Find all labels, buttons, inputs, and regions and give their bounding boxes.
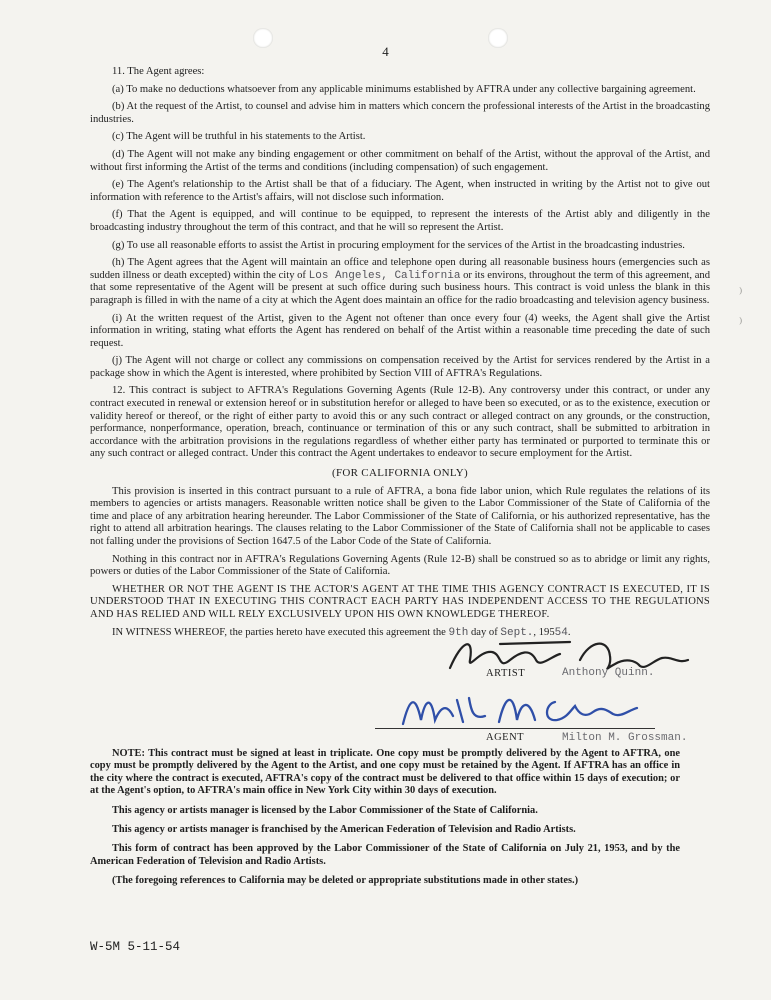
clause-j: (j) The Agent will not charge or collect any commissions on compensation received by the Artist for services rendered by the Artist in a package show in which the Agent is interested, where prohibited by Section VIII of AFTRA's Regulations. xyxy=(90,355,710,379)
contract-body xyxy=(90,66,710,644)
witness-year-prefix: , 195 xyxy=(533,626,555,638)
clause-i: (i) At the written request of the Artist, given to the Agent not oftener than once every four (4) weeks, the Agent shall give the Artist information in writing, stating what efforts the Agent has rendered on behalf of the Artist within a reasonable time preceding the date of such request. xyxy=(90,312,710,349)
page-number: 4 xyxy=(382,44,389,59)
witness-day-of: day of xyxy=(470,626,498,638)
clause-g: (g) To use all reasonable efforts to assist the Artist in procuring employment for the services of the Artist in the broadcasting industries. xyxy=(112,239,685,251)
section-12: 12. This contract is subject to AFTRA's Regulations Governing Agents (Rule 12-B). Any controversy under this contract, or under any contract executed in renewal or extension hereof or in substitution herefor or alleged to have been so executed, or as to the existence, execution or validity hereof or thereof, or the right of either party to avoid this or any such contract or alleged contract on any grounds, or the construction, performance, nonperformance, operation, breach, continuance or termination of this or any such contract, shall be submitted to arbitration in accordance with the arbitration provisions in the regulations regardless of whether either party has terminated or purported to terminate this or any such contract or alleged contract. Under this contract the Agent undertakes to endeavor to secure employment for the Artist. xyxy=(90,385,710,460)
artist-typed-name: Anthony Quinn. xyxy=(562,667,655,679)
note-paragraph: NOTE: This contract must be signed at least in triplicate. One copy must be promptly delivered by the Agent to AFTRA, one copy must be promptly delivered by the Agent to the Artist, and one copy must be retained by the Agent. If AFTRA has an office in the city where the contract is executed, AFTRA's copy of the contract must be delivered to that office within 15 days of execution; or at the Agent's option, to AFTRA's main office in New York City within 30 days of execution. xyxy=(90,748,680,797)
clause-h xyxy=(90,257,710,307)
witness-year-end: . xyxy=(567,626,571,638)
clause-h-text-after: or its environs, throughout the term of this agreement, and that some representative of the Agent will be present at such office during such business hours. This contract is void unless the blank in this paragraph is filled in with the name of a city at which the Agent does maintain an office for the radio broadcasting and television agency business. xyxy=(90,269,710,306)
witness-month: Sept. xyxy=(500,626,534,639)
notes-section xyxy=(90,748,680,895)
foregoing-statement: (The foregoing references to California may be deleted or appropriate substitutions made in other states.) xyxy=(112,875,579,887)
witness-day: 9th xyxy=(448,626,469,639)
clause-e: (e) The Agent's relationship to the Artist shall be that of a fiduciary. The Agent, when instructed in writing by the Artist not to give out information with reference to the Artist's affairs, will not disclose such information. xyxy=(90,179,710,203)
clause-h-city: Los Angeles, California xyxy=(308,269,461,282)
agent-typed-name: Milton M. Grossman. xyxy=(562,732,688,744)
licensed-statement: This agency or artists manager is licensed by the Labor Commissioner of the State of California. xyxy=(112,804,538,816)
clause-c: (c) The Agent will be truthful in his statements to the Artist. xyxy=(112,131,366,143)
approved-statement: This form of contract has been approved by the Labor Commissioner of the State of California on July 21, 1953, and by the American Federation of Television and Radio Artists. xyxy=(90,843,680,867)
california-heading: (FOR CALIFORNIA ONLY) xyxy=(332,467,468,480)
california-paragraph-2: Nothing in this contract nor in AFTRA's Regulations Governing Agents (Rule 12-B) shall be construed so as to abridge or limit any rights, powers or duties of the Labor Commissioner of the State of California. xyxy=(90,553,710,578)
clause-f: (f) That the Agent is equipped, and will continue to be equipped, to represent the interests of the Artist ably and diligently in the broadcasting industry throughout the term of this contract, and that he will so represent the Artist. xyxy=(90,209,710,233)
california-paragraph-1: This provision is inserted in this contract pursuant to a rule of AFTRA, a bona fide labor union, which Rule regulates the relations of its members to agencies or artists managers. Reasonable written notice shall be given to the Labor Commissioner of the State of California of the time and place of any arbitration hearing hereunder. The Labor Commissioner of the State of California, or his authorized representative, has the right to attend all arbitration hearings. The clauses relating to the Labor Commissioner of the State of California shall not be applicable to cases not falling under the provisions of Section 1647.5 of the Labor Code of the State of California. xyxy=(90,485,710,547)
artist-label: ARTIST xyxy=(486,668,526,679)
independent-access-clause: WHETHER OR NOT THE AGENT IS THE ACTOR'S AGENT AT THE TIME THIS AGENCY CONTRACT IS EXECUTED, IT IS UNDERSTOOD THAT IN EXECUTING THIS CONTRACT EACH PARTY HAS INDEPENDENT ACCESS TO THE REGULATIONS AND HAS RELIED AND WILL RELY EXCLUSIVELY UPON HIS OWN KNOWLEDGE THEREOF. xyxy=(90,583,710,620)
clause-b: (b) At the request of the Artist, to counsel and advise him in matters which concern the professional interests of the Artist in the broadcasting industries. xyxy=(90,101,710,125)
agent-signature xyxy=(395,680,645,732)
form-code: W-5M 5-11-54 xyxy=(90,940,181,954)
clause-h-text-before: (h) The Agent agrees that the Agent will maintain an office and telephone open during all reasonable business hours (emergencies such as sudden illness or death excepted) within the city of xyxy=(90,257,710,281)
agent-label: AGENT xyxy=(486,732,525,743)
margin-staple-marks xyxy=(739,280,742,340)
franchised-statement: This agency or artists manager is franchised by the American Federation of Television and Radio Artists. xyxy=(112,824,576,836)
agent-signature-line xyxy=(375,728,655,729)
witness-text: IN WITNESS WHEREOF, the parties hereto have executed this agreement the xyxy=(112,626,446,638)
section-11-intro: 11. The Agent agrees: xyxy=(112,66,205,77)
staple-mark-icon: ⁾ xyxy=(739,287,743,302)
clause-d: (d) The Agent will not make any binding engagement or other commitment on behalf of the Artist, without the approval of the Artist, and without first informing the Artist of the terms and conditions (including compensation) of such engagement. xyxy=(90,148,710,173)
witness-year: 54 xyxy=(554,626,568,639)
staple-mark-icon: ⁾ xyxy=(739,317,743,332)
clause-a: (a) To make no deductions whatsoever from any applicable minimums established by AFTRA under any collective bargaining agreement. xyxy=(112,83,696,95)
